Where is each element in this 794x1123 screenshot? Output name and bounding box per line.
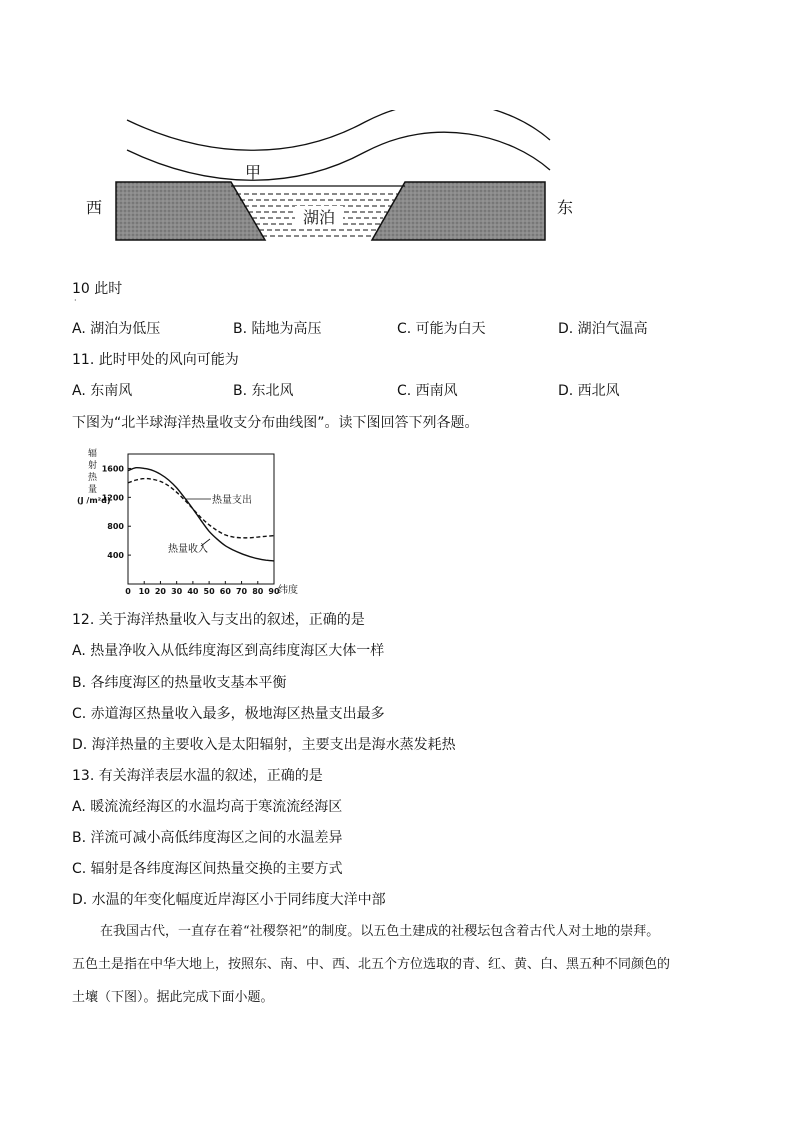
east-label: 东 (557, 198, 574, 217)
q10-option-d: D. 湖泊气温高 (558, 321, 648, 337)
y-label-char-1: 辐 (88, 449, 98, 459)
x-tick-label: 20 (154, 587, 167, 596)
q11-option-b: B. 东北风 (233, 383, 294, 399)
q13-stem: 13. 有关海洋表层水温的叙述，正确的是 (72, 768, 323, 784)
q12-stem: 12. 关于海洋热量收入与支出的叙述，正确的是 (72, 612, 365, 628)
q12-option-a: A. 热量净收入从低纬度海区到高纬度海区大体一样 (72, 643, 385, 659)
x-tick-label: 50 (203, 587, 215, 596)
y-tick-label: 1200 (101, 493, 124, 503)
heat-budget-chart (74, 446, 314, 596)
passage-line-2: 五色土是指在中华大地上，按照东、南、中、西、北五个方位选取的青、红、黄、白、黑五种不同颜色的 (72, 957, 671, 972)
west-land (116, 182, 265, 240)
y-label-char-4: 量 (88, 485, 98, 495)
q13-option-d: D. 水温的年变化幅度近岸海区小于同纬度大洋中部 (72, 892, 386, 908)
stray-dot: · (74, 296, 77, 305)
y-label (88, 447, 98, 495)
q10-option-b: B. 陆地为高压 (233, 321, 322, 337)
q12-option-d: D. 海洋热量的主要收入是太阳辐射，主要支出是海水蒸发耗热 (72, 737, 456, 753)
lake-label: 湖泊 (302, 208, 336, 227)
q10-stem: 10 此时 (72, 281, 123, 297)
west-label: 西 (86, 198, 103, 217)
chart-intro: 下图为“北半球海洋热量收支分布曲线图”。读下图回答下列各题。 (72, 415, 479, 431)
q11-stem: 11. 此时甲处的风向可能为 (72, 352, 239, 368)
label-expense: 热量支出 (212, 495, 252, 506)
x-ticks (125, 581, 280, 596)
q11-option-a: A. 东南风 (72, 383, 133, 399)
airflow-line-upper (127, 110, 550, 150)
x-tick-label: 0 (125, 587, 131, 596)
y-tick-label: 400 (107, 551, 124, 561)
y-tick-label: 1600 (101, 464, 124, 474)
x-tick-label: 60 (219, 587, 231, 596)
y-tick-label: 800 (107, 522, 124, 532)
q10-option-c: C. 可能为白天 (397, 321, 486, 337)
x-tick-label: 80 (252, 587, 264, 596)
y-label-char-2: 射 (88, 461, 98, 471)
jia-label: 甲 (245, 163, 262, 182)
q13-option-c: C. 辐射是各纬度海区间热量交换的主要方式 (72, 861, 343, 877)
x-tick-label: 10 (138, 587, 150, 596)
airflow-line-lower (127, 132, 550, 180)
x-axis-label: 纬度 (278, 585, 298, 596)
y-ticks (102, 464, 131, 560)
x-tick-label: 70 (235, 587, 248, 596)
x-tick-label: 90 (268, 587, 280, 596)
x-tick-label: 30 (171, 587, 183, 596)
y-label-char-3: 热 (88, 473, 98, 483)
q11-option-c: C. 西南风 (397, 383, 458, 399)
y-unit: (J /m²d) (77, 496, 111, 505)
q12-option-b: B. 各纬度海区的热量收支基本平衡 (72, 675, 287, 691)
x-tick-label: 40 (187, 587, 199, 596)
label-income: 热量收入 (168, 544, 208, 555)
q13-option-a: A. 暖流流经海区的水温均高于寒流流经海区 (72, 799, 343, 815)
passage-line-3: 土壤（下图）。据此完成下面小题。 (72, 990, 274, 1005)
plot-frame (128, 454, 274, 584)
q10-option-a: A. 湖泊为低压 (72, 321, 161, 337)
east-land (372, 182, 545, 240)
series-expense-line (128, 479, 274, 538)
q12-option-c: C. 赤道海区热量收入最多，极地海区热量支出最多 (72, 706, 385, 722)
lake-land-diagram (80, 110, 600, 250)
q11-option-d: D. 西北风 (558, 383, 620, 399)
q13-option-b: B. 洋流可减小高低纬度海区之间的水温差异 (72, 830, 343, 846)
passage-line-1: 在我国古代，一直存在着“社稷祭祀”的制度。以五色土建成的社稷坛包含着古代人对土地的崇拜。 (100, 924, 660, 939)
